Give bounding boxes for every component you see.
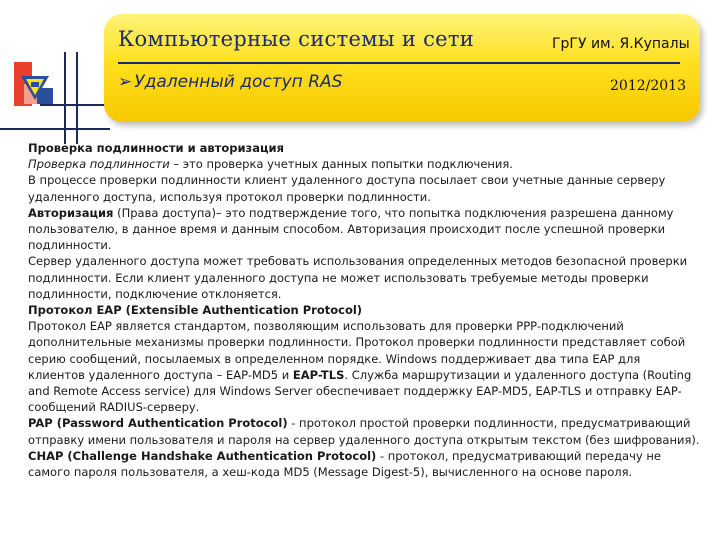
decor-line xyxy=(76,52,78,144)
text: - протокол простой проверки подлинности, предусматривающий отправку имени пользователя и пароля на сервер удаленного доступа открытым текстом (без шифрования). xyxy=(28,416,700,447)
text: . Служба маршрутизации и удаленного доступа (Routing and Remote Access service) для Windows Server обеспечивает поддержку EAP-MD5, EAP-TLS и отправку EAP-сообщений RADIUS-серверу. xyxy=(28,367,692,415)
text: – это проверка учетных данных попытки подключения. xyxy=(169,157,513,172)
term: CHAP (Challenge Handshake Authentication Protocol) xyxy=(28,448,377,463)
term: Проверка подлинности xyxy=(28,157,170,172)
slide-body xyxy=(28,140,700,480)
paragraph xyxy=(28,448,700,480)
heading-eap: Протокол EAP (Extensible Authentication Protocol) xyxy=(28,303,363,318)
text: (Права доступа)– это подтверждение того, что попытка подключения разрешена данному пользователю, в данное время и данным способом. Авторизация происходит после успешной проверки подлинности. xyxy=(28,205,674,253)
paragraph: Сервер удаленного доступа может требовать использования определенных методов безопасной проверки подлинности. Если клиент удаленного доступа не может использовать требуемые методы проверки подлинности, подключение отклоняется. xyxy=(28,254,688,301)
paragraph xyxy=(28,415,700,447)
heading-auth: Проверка подлинности и авторизация xyxy=(28,141,284,155)
term: EAP-TLS xyxy=(292,367,345,382)
university-logo-icon xyxy=(21,76,49,100)
arrow-bullet-icon: ➢ xyxy=(118,72,133,92)
section-subtitle xyxy=(118,72,342,92)
text: - протокол, предусматривающий передачу не самого пароля пользователя, а хеш-кода MD5 (Message Digest-5), вычисленного на основе пароля. xyxy=(28,448,661,480)
decor-line xyxy=(64,52,66,144)
term: PAP (Password Authentication Protocol) xyxy=(28,416,288,431)
term: Авторизация xyxy=(28,205,114,220)
text: Протокол EAP является стандартом, позволяющим использовать для проверки PPP-подключений дополнительные механизмы проверки подлинности. Протокол проверки подлинности представляет собой серию сообщений, посылаемых в определенном порядке. Windows поддерживает два типа EAP для клиентов удаленного доступа – EAP-MD5 и xyxy=(28,319,686,382)
page-title: Компьютерные системы и сети xyxy=(118,27,475,51)
header-divider xyxy=(118,62,680,64)
paragraph xyxy=(28,156,700,172)
paragraph xyxy=(28,205,700,254)
university-name: ГрГУ им. Я.Купалы xyxy=(552,36,690,52)
subtitle-text: Удаленный доступ RAS xyxy=(134,72,343,92)
paragraph xyxy=(28,318,700,415)
paragraph: В процессе проверки подлинности клиент удаленного доступа посылает свои учетные данные серверу удаленного доступа, используя протокол проверки подлинности. xyxy=(28,173,666,204)
decor-line xyxy=(0,128,110,130)
academic-year: 2012/2013 xyxy=(610,78,686,94)
